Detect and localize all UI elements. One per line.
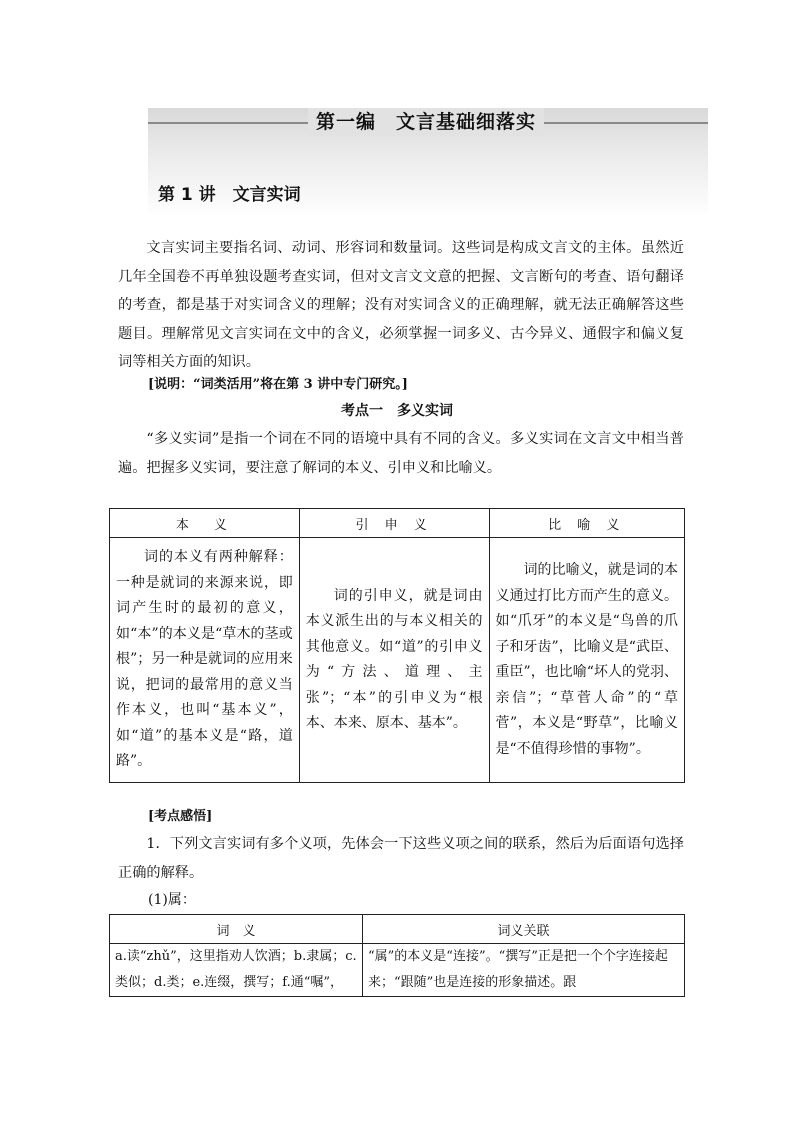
cell-text: 词的比喻义，就是词的本义通过打比方而产生的意义。如“爪牙”的本义是“鸟兽的爪子和牙齿”，比喻义是“武臣、重臣”，也比喻“坏人的党羽、亲信”；“草菅人命”的“草菅”，本义是“野草”，比喻义是“不值得珍惜的事物”。 <box>495 562 678 757</box>
sub-item: (1)属： <box>148 892 196 908</box>
cell-text: 词的本义有两种解释：一种是就词的来源来说，即词产生时的最初的意义，如“本”的本义是“草木的茎或根”；另一种是就词的应用来说，把词的最常用的意义当作本义，也叫“基本义”，如“道”的基本义是“路，道路”。 <box>116 549 293 770</box>
cell-extended-meaning <box>299 538 489 783</box>
cell-original-meaning <box>110 538 300 783</box>
note: [说明：“词类活用”将在第 3 讲中专门研究。] <box>148 377 408 392</box>
part-title: 第一编 文言基础细落实 <box>308 108 544 136</box>
header-relation: 词义关联 <box>363 915 685 944</box>
header-extended-meaning: 引 申 义 <box>299 509 489 538</box>
lecture-title: 第 1 讲 文言实词 <box>158 185 301 205</box>
section-description: “多义实词”是指一个词在不同的语境中具有不同的含义。多义实词在文言文中相当普遍。把握多义实词，要注意了解词的本义、引申义和比喻义。 <box>118 431 684 476</box>
meaning-table <box>109 508 685 783</box>
intro-paragraph: 文言实词主要指名词、动词、形容词和数量词。这些词是构成文言文的主体。虽然近几年全国卷不再单独设题考查实词，但对文言文文意的把握、文言断句的考查、语句翻译的考查，都是基于对实词含义的理解；没有对实词含义的正确理解，就无法正确解答这些题目。理解常见文言实词在文中的含义，必须掌握一词多义、古今异义、通假字和偏义复词等相关方面的知识。 <box>118 240 684 370</box>
cell-figurative-meaning <box>489 538 685 783</box>
word-meaning-table <box>109 914 685 997</box>
header-figurative-meaning: 比 喻 义 <box>489 509 685 538</box>
section-title: 考点一 多义实词 <box>341 403 453 419</box>
header-meanings: 词 义 <box>110 915 363 944</box>
question-1: 1．下列文言实词有多个义项，先体会一下这些义项之间的联系，然后为后面语句选择正确的解释。 <box>118 836 684 881</box>
cell-text: 词的引申义，就是词由本义派生出的与本义相关的其他意义。如“道”的引申义为“方法、道理、主张”；“本”的引申义为“根本、本来、原本、基本”。 <box>305 587 483 731</box>
practice-heading: [考点感悟] <box>148 809 213 824</box>
cell-meanings: a.读“zhǔ”，这里指劝人饮酒；b.隶属；c.类似；d.类；e.连缀，撰写；f.通“嘱”， <box>110 944 363 997</box>
header-original-meaning: 本 义 <box>110 509 300 538</box>
cell-relation: “属”的本义是“连接”。“撰写”正是把一个个字连接起来；“跟随”也是连接的形象描述。跟 <box>363 944 685 997</box>
